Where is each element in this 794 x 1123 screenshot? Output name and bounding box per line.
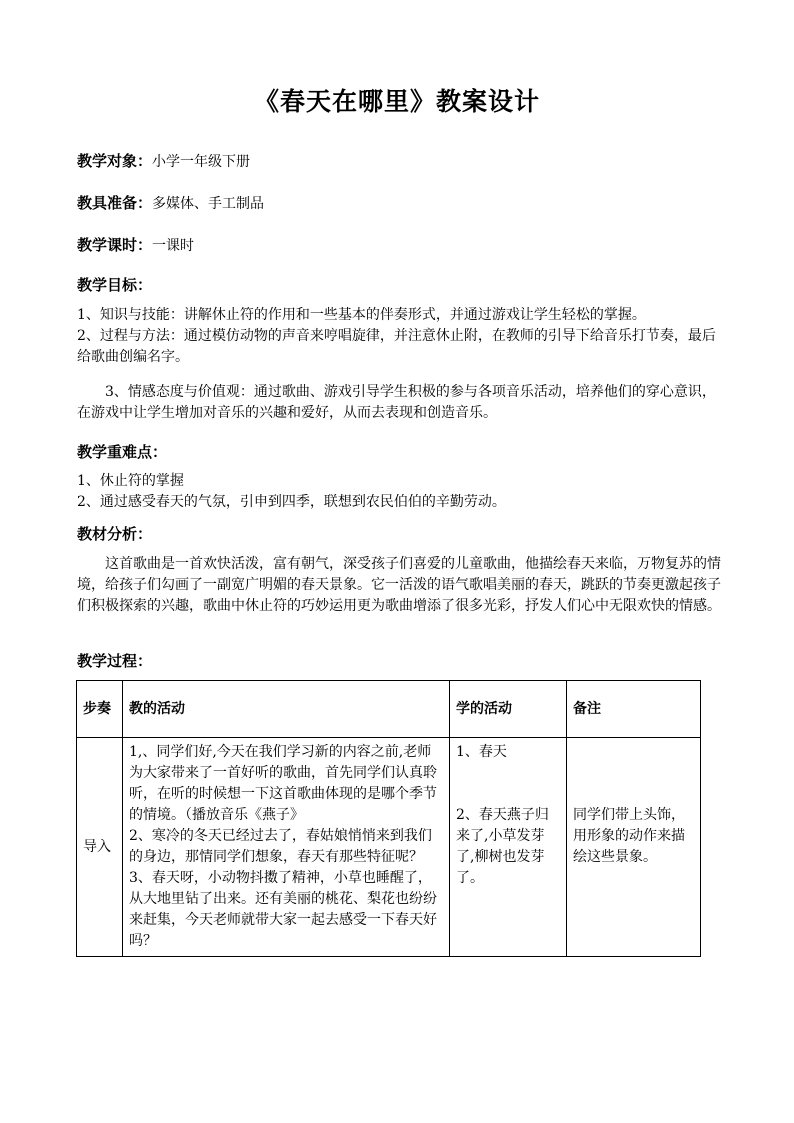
field-label: 教学课时： [77,236,153,254]
note-cell [567,738,701,957]
goals-heading: 教学目标： [77,276,153,294]
field-periods [77,234,727,255]
field-materials [77,192,727,213]
stage-cell: 导入 [77,738,123,957]
key-point-item: 2、通过感受春天的气氛，引申到四季，联想到农民伯伯的辛勤劳动。 [77,494,506,510]
table-row [77,738,701,957]
page-title: 《春天在哪里》教案设计 [253,87,540,116]
goal-item: 2、过程与方法：通过模仿动物的声音来哼唱旋律，并注意休止附，在教师的引导下给音乐打节奏，最后给歌曲创编名字。 [77,328,716,365]
student-activity-cell [450,738,567,957]
column-header: 教的活动 [123,681,450,738]
student-activity-item: 1、春天 [456,744,507,760]
field-label: 教具准备： [77,194,153,212]
column-header: 学的活动 [450,681,567,738]
note-text: 同学们带上头饰，用形象的动作来描绘这些景象。 [573,807,685,865]
field-value: 一课时 [152,238,195,254]
field-value: 小学一年级下册 [152,154,251,170]
field-target [77,150,727,171]
analysis-text: 这首歌曲是一首欢快活泼，富有朝气，深受孩子们喜爱的儿童歌曲，他描绘春天来临，万物复苏的情境，给孩子们勾画了一副宽广明媚的春天景象。它一活泼的语气歌唱美丽的春天，跳跃的节奏更激起孩子们积极探索的兴趣，歌曲中休止符的巧妙运用更为歌曲增添了很多光彩，抒发人们心中无限欢快的情感。 [77,556,721,614]
teacher-activity-item: 1,、同学们好,今天在我们学习新的内容之前,老师为大家带来了一首好听的歌曲，首先同学们认真聆听，在听的时候想一下这首歌曲体现的是哪个季节的情境。（播放音乐《燕子》 [129,744,437,823]
spacer [456,763,560,805]
key-points-heading: 教学重难点： [77,443,168,461]
spacer [573,742,694,805]
column-header: 备注 [567,681,701,738]
teacher-activity-item: 3、春天呀，小动物抖擞了精神，小草也睡醒了，从大地里钻了出来。还有美丽的桃花、梨花也纷纷来赶集，今天老师就带大家一起去感受一下春天好吗？ [129,870,437,949]
key-point-item: 1、休止符的掌握 [77,473,184,489]
process-heading: 教学过程： [77,652,153,670]
teacher-activity-cell [123,738,450,957]
analysis-heading: 教材分析： [77,525,153,543]
goal-item: 1、知识与技能：讲解休止符的作用和一些基本的伴奏形式，并通过游戏让学生轻松的掌握。 [77,307,646,323]
field-label: 教学对象： [77,152,153,170]
field-value: 多媒体、手工制品 [152,196,265,212]
goal-item: 3、情感态度与价值观：通过歌曲、游戏引导学生积极的参与各项音乐活动，培养他们的穿心意识，在游戏中让学生增加对音乐的兴趣和爱好，从而去表现和创造音乐。 [77,384,716,421]
column-header: 步奏 [77,681,123,738]
student-activity-item: 2、春天燕子归来了,小草发芽了,柳树也发芽了。 [456,807,549,886]
table-header-row [77,681,701,738]
process-table [76,680,701,957]
teacher-activity-item: 2、寒冷的冬天已经过去了，春姑娘悄悄来到我们的身边，那情同学们想象，春天有那些特征呢？ [129,828,432,865]
